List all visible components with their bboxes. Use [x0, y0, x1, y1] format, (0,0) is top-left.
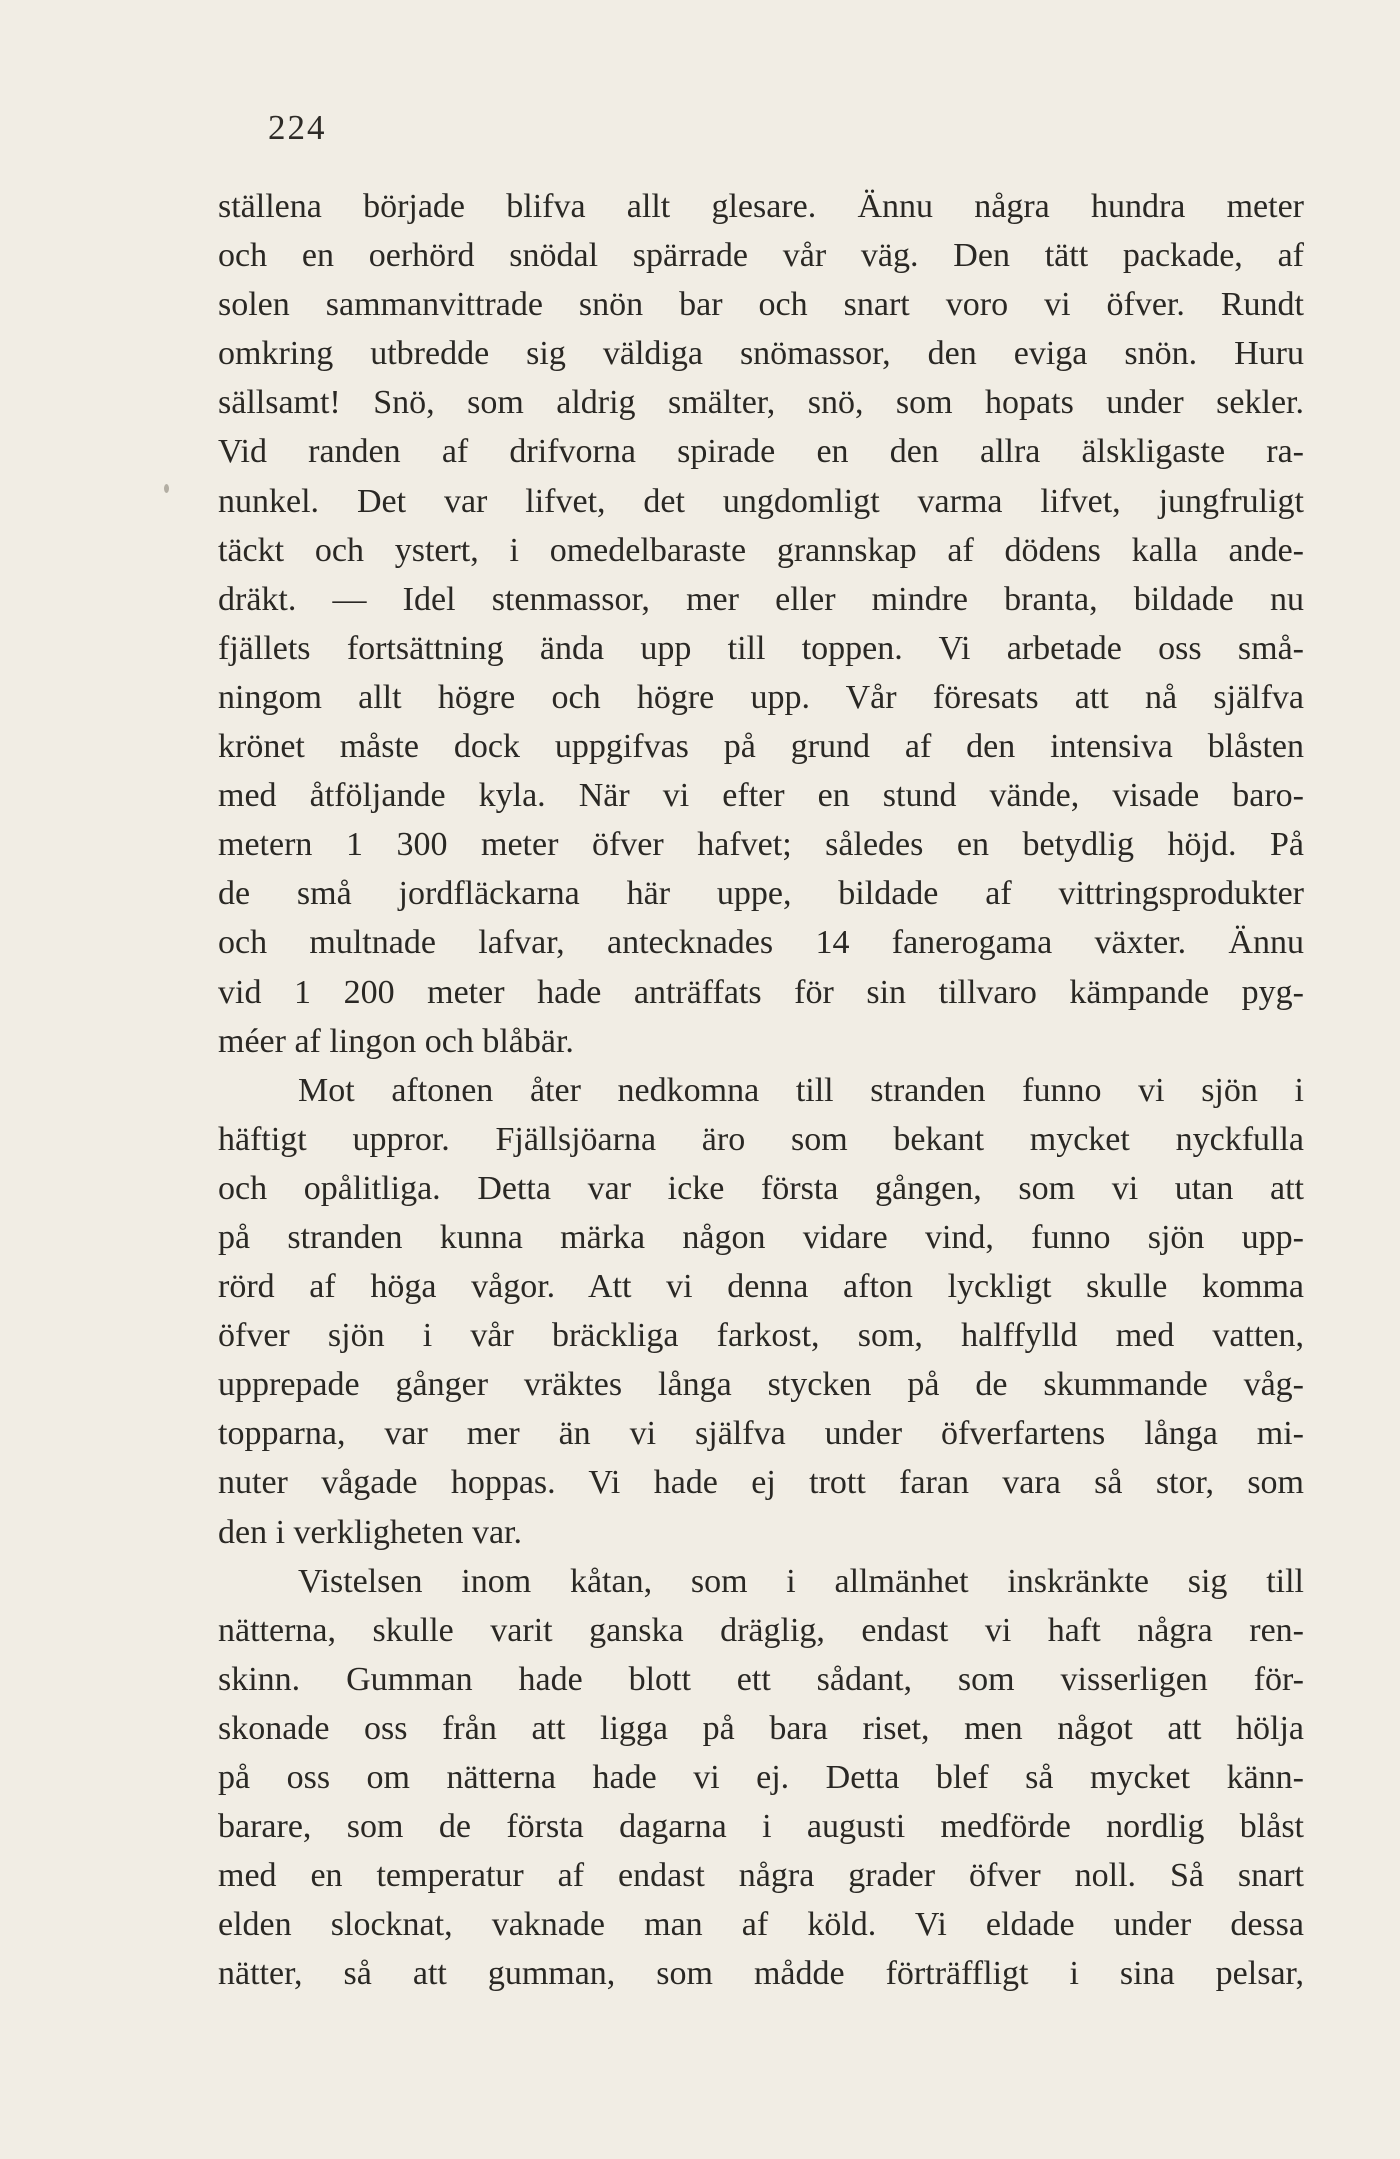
text-line: med åtföljande kyla. När vi efter en stund vände, visade baro- — [218, 777, 1304, 815]
text-line: upprepade gånger vräktes långa stycken på de skummande våg- — [218, 1366, 1304, 1404]
text-line: nätter, så att gumman, som mådde förträffligt i sina pelsar, — [218, 1955, 1304, 1993]
text-line: sällsamt! Snö, som aldrig smälter, snö, som hopats under sekler. — [218, 384, 1304, 422]
text-line: Vistelsen inom kåtan, som i allmänhet inskränkte sig till — [298, 1562, 1304, 1600]
paragraph — [218, 182, 1304, 1066]
text-line: öfver sjön i vår bräckliga farkost, som, halffylld med vatten, — [218, 1317, 1304, 1355]
paragraph — [218, 1557, 1304, 1999]
paragraph — [218, 1066, 1304, 1557]
text-line: krönet måste dock uppgifvas på grund af den intensiva blåsten — [218, 728, 1304, 766]
text-line: ningom allt högre och högre upp. Vår föresats att nå själfva — [218, 678, 1304, 716]
text-line: och multnade lafvar, antecknades 14 fanerogama växter. Ännu — [218, 924, 1304, 962]
text-line: vid 1 200 meter hade anträffats för sin tillvaro kämpande pyg- — [218, 973, 1304, 1011]
text-line: méer af lingon och blåbär. — [218, 1022, 574, 1060]
text-line: den i verkligheten var. — [218, 1513, 523, 1551]
text-line: nunkel. Det var lifvet, det ungdomligt varma lifvet, jungfruligt — [218, 482, 1304, 520]
text-line: barare, som de första dagarna i augusti medförde nordlig blåst — [218, 1808, 1304, 1846]
text-line: dräkt. — Idel stenmassor, mer eller mindre branta, bildade nu — [218, 580, 1304, 618]
body-text — [218, 182, 1304, 1998]
paper-speck — [164, 484, 169, 493]
text-line: med en temperatur af endast några grader öfver noll. Så snart — [218, 1857, 1304, 1895]
text-line: metern 1 300 meter öfver hafvet; således en betydlig höjd. På — [218, 826, 1304, 864]
text-line: nuter vågade hoppas. Vi hade ej trott faran vara så stor, som — [218, 1464, 1304, 1502]
text-line: Mot aftonen åter nedkomna till stranden funno vi sjön i — [298, 1071, 1304, 1109]
page-number: 224 — [268, 108, 327, 147]
text-line: och en oerhörd snödal spärrade vår väg. Den tätt packade, af — [218, 237, 1304, 275]
text-line: de små jordfläckarna här uppe, bildade af vittringsprodukter — [218, 875, 1304, 913]
text-line: rörd af höga vågor. Att vi denna afton lyckligt skulle komma — [218, 1268, 1304, 1306]
text-line: skinn. Gumman hade blott ett sådant, som visserligen för- — [218, 1660, 1304, 1698]
text-line: på oss om nätterna hade vi ej. Detta blef så mycket känn- — [218, 1759, 1304, 1796]
text-line: Vid randen af drifvorna spirade en den allra älskligaste ra- — [218, 433, 1304, 471]
text-line: på stranden kunna märka någon vidare vind, funno sjön upp- — [218, 1218, 1304, 1256]
text-line: omkring utbredde sig väldiga snömassor, den eviga snön. Huru — [218, 335, 1304, 373]
text-line: nätterna, skulle varit ganska dräglig, endast vi haft några ren- — [218, 1611, 1304, 1649]
text-line: och opålitliga. Detta var icke första gången, som vi utan att — [218, 1169, 1304, 1207]
text-line: ställena började blifva allt glesare. Ännu några hundra meter — [218, 188, 1304, 225]
text-line: skonade oss från att ligga på bara riset, men något att hölja — [218, 1709, 1304, 1747]
text-line: topparna, var mer än vi själfva under öfverfartens långa mi- — [218, 1415, 1304, 1453]
text-line: elden slocknat, vaknade man af köld. Vi eldade under dessa — [218, 1906, 1304, 1944]
text-line: täckt och ystert, i omedelbaraste grannskap af dödens kalla ande- — [218, 531, 1304, 569]
text-line: solen sammanvittrade snön bar och snart voro vi öfver. Rundt — [218, 286, 1304, 324]
text-line: fjällets fortsättning ända upp till toppen. Vi arbetade oss små- — [218, 629, 1304, 667]
text-line: häftigt uppror. Fjällsjöarna äro som bekant mycket nyckfulla — [218, 1120, 1304, 1158]
